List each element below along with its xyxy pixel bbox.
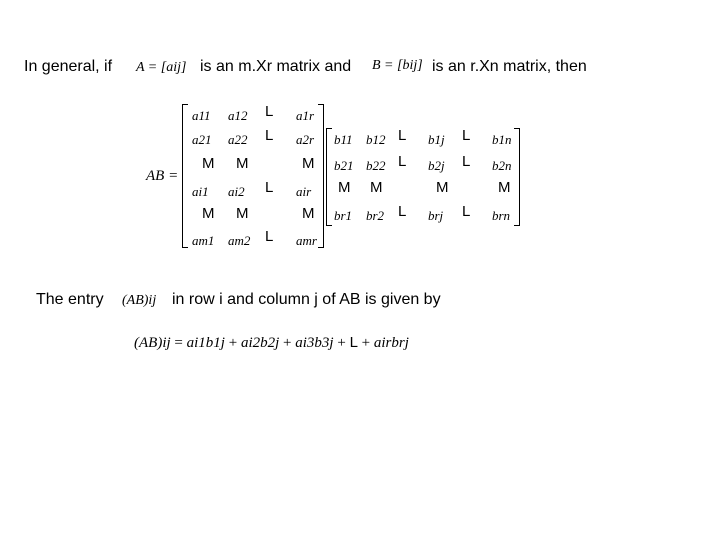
matrix-b-cell: b22 (366, 158, 386, 173)
matrix-a-cell: amr (296, 233, 317, 248)
formula-term: ai1b1j (186, 335, 225, 351)
matrix-a-cell: a22 (228, 132, 248, 147)
matrix-a-cell: a11 (192, 108, 211, 123)
matrix-b-cell: brj (428, 208, 444, 223)
intro-middle: is an m.Xr matrix and (200, 58, 352, 75)
formula-term: ai2b2j (240, 335, 280, 351)
entry-symbol: (AB)ij (122, 293, 157, 308)
matrix-b-right-bracket (514, 128, 520, 226)
matrix-b-cell: L (398, 127, 407, 144)
matrix-a-cell: L (265, 127, 274, 144)
matrix-b-left-bracket (326, 128, 332, 226)
matrix-b-cell: b1n (492, 132, 512, 147)
matrix-a-cell: L (265, 228, 274, 245)
matrix-a-cell: a1r (296, 108, 315, 123)
matrix-b-cell: b1j (428, 132, 445, 147)
matrix-b-cell: M (498, 179, 511, 196)
matrix-a-left-bracket (182, 104, 188, 248)
formula-lhs: (AB)ij (134, 335, 171, 351)
entry-prefix: The entry (36, 291, 104, 308)
formula-ellipsis: L (349, 334, 358, 351)
matrix-b-cell: L (398, 153, 407, 170)
matrix-b-cell: M (338, 179, 351, 196)
matrix-b-cell: L (462, 203, 471, 220)
formula-term: airbrj (373, 335, 409, 351)
matrix-b-cell: b12 (366, 132, 386, 147)
matrix-a-cell: air (296, 184, 312, 199)
matrix-b-cell: L (462, 153, 471, 170)
matrix-b-cell: M (370, 179, 383, 196)
matrix-a-cell: a12 (228, 108, 248, 123)
matrix-a-cell: M (202, 155, 215, 172)
matrix-b-cell: b21 (334, 158, 354, 173)
matrix-a-cell: L (265, 103, 274, 120)
matrix-b-cell: L (462, 127, 471, 144)
matrix-a-cell: M (302, 155, 315, 172)
matrix-a-right-bracket (318, 104, 324, 248)
matrix-b-cell: br2 (366, 208, 385, 223)
matrix-a-cell: L (265, 179, 274, 196)
matrix-a-cell: M (236, 205, 249, 222)
matrix-a-cell: a2r (296, 132, 315, 147)
formula (134, 334, 409, 352)
entry-suffix: in row i and column j of AB is given by (172, 291, 441, 308)
intro-suffix: is an r.Xn matrix, then (432, 58, 587, 75)
a-definition: A = [aij] (136, 60, 187, 75)
intro-prefix: In general, if (24, 58, 113, 75)
matrix-b-cell: M (436, 179, 449, 196)
matrix-a-cell: M (236, 155, 249, 172)
matrix-a-cell: M (302, 205, 315, 222)
formula-plus: + (361, 335, 371, 351)
matrix-a-cell: M (202, 205, 215, 222)
matrix-b-cell: b11 (334, 132, 353, 147)
matrix-a-cell: am2 (228, 233, 251, 248)
matrix-a-cell: ai2 (228, 184, 245, 199)
matrix-a-cell: am1 (192, 233, 215, 248)
formula-equals: = (174, 335, 183, 351)
matrix-b-cell: br1 (334, 208, 353, 223)
matrix-b-cell: L (398, 203, 407, 220)
matrix-a-cell: ai1 (192, 184, 209, 199)
b-definition: B = [bij] (372, 58, 423, 73)
matrix-a-cell: a21 (192, 132, 212, 147)
product-lhs: AB = (146, 168, 179, 184)
formula-term: ai3b3j (295, 335, 334, 351)
matrix-b-cell: brn (492, 208, 511, 223)
formula-plus: + (337, 335, 346, 351)
matrix-b-cell: b2n (492, 158, 512, 173)
formula-plus: + (228, 335, 238, 351)
matrix-b-cell: b2j (428, 158, 445, 173)
formula-plus: + (283, 335, 292, 351)
